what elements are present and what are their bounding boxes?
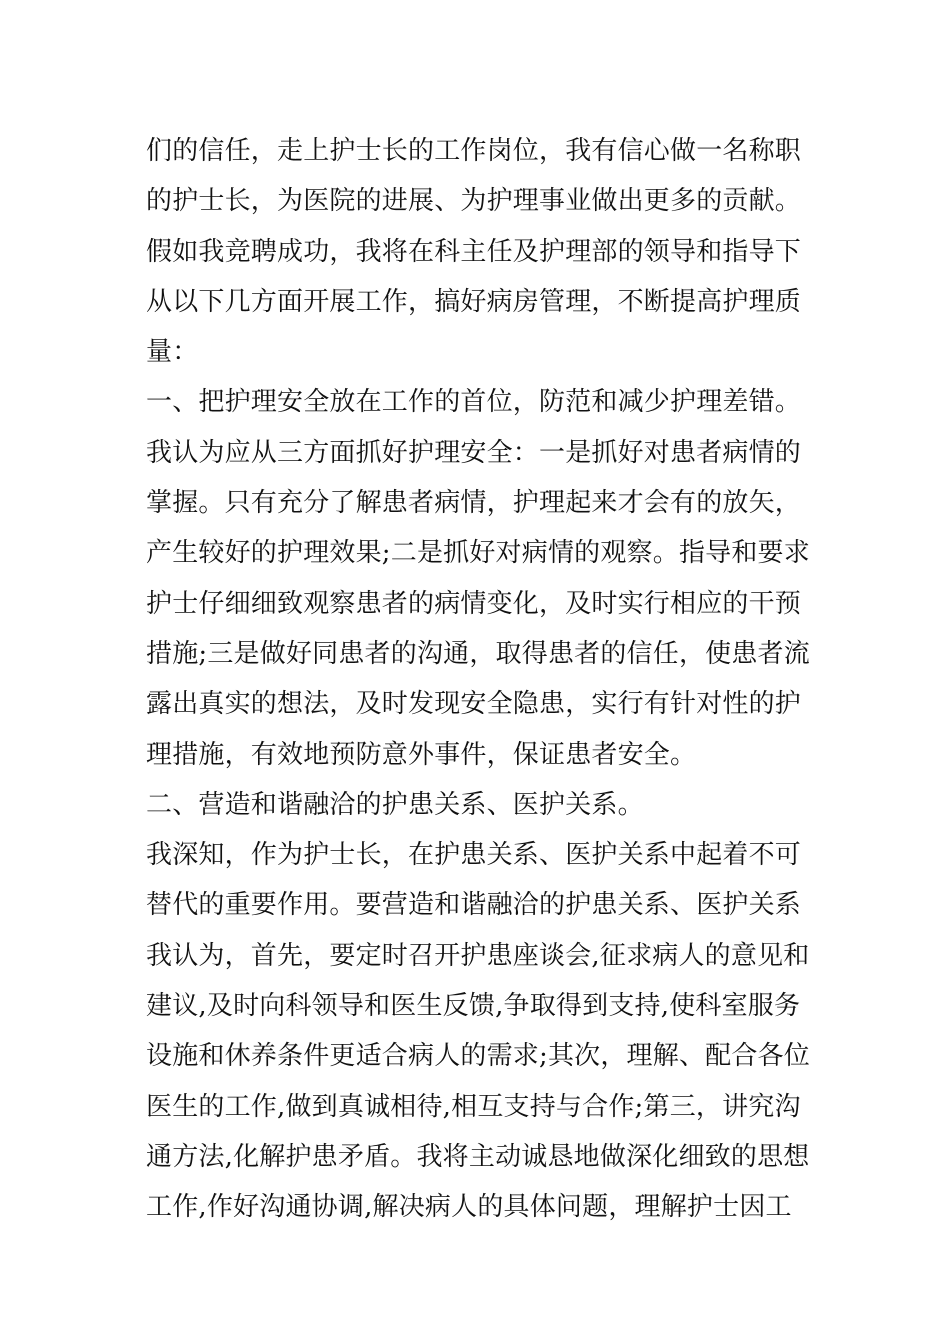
text-line-20: 医生的工作,做到真诚相待,相互支持与合作;第三，讲究沟 [146, 1091, 801, 1122]
text-line-22: 工作,作好沟通协调,解决病人的具体问题，理解护士因工 [146, 1192, 792, 1223]
text-line-11: 措施;三是做好同患者的沟通，取得患者的信任，使患者流 [146, 638, 810, 669]
text-line-3: 假如我竞聘成功，我将在科主任及护理部的领导和指导下 [146, 236, 802, 267]
text-line-19: 设施和休养条件更适合病人的需求;其次，理解、配合各位 [146, 1041, 810, 1072]
text-line-21: 通方法,化解护患矛盾。我将主动诚恳地做深化细致的思想 [146, 1141, 810, 1172]
text-line-18: 建议,及时向科领导和医生反馈,争取得到支持,使科室服务 [146, 991, 801, 1022]
text-line-16: 替代的重要作用。要营造和谐融洽的护患关系、医护关系 [146, 890, 802, 921]
text-line-1: 们的信任，走上护士长的工作岗位，我有信心做一名称职 [146, 136, 802, 166]
text-line-13: 理措施，有效地预防意外事件，保证患者安全。 [146, 739, 697, 770]
text-line-7: 我认为应从三方面抓好护理安全：一是抓好对患者病情的 [146, 437, 802, 468]
text-line-4: 从以下几方面开展工作，搞好病房管理，不断提高护理质 [146, 286, 802, 317]
section-heading-2: 二、营造和谐融洽的护患关系、医护关系。 [146, 789, 644, 820]
text-line-8: 掌握。只有充分了解患者病情，护理起来才会有的放矢， [146, 488, 802, 519]
text-line-10: 护士仔细细致观察患者的病情变化，及时实行相应的干预 [146, 588, 802, 619]
text-line-15: 我深知，作为护士长，在护患关系、医护关系中起着不可 [146, 840, 802, 871]
text-line-5: 量： [146, 337, 199, 368]
text-line-17: 我认为，首先，要定时召开护患座谈会,征求病人的意见和 [146, 940, 810, 971]
text-line-2: 的护士长，为医院的进展、为护理事业做出更多的贡献。 [146, 186, 802, 217]
text-line-12: 露出真实的想法，及时发现安全隐患，实行有针对性的护 [146, 689, 802, 720]
section-heading-1: 一、把护理安全放在工作的首位，防范和减少护理差错。 [146, 387, 802, 418]
text-line-9: 产生较好的护理效果;二是抓好对病情的观察。指导和要求 [146, 538, 810, 569]
body-text [146, 126, 816, 1233]
